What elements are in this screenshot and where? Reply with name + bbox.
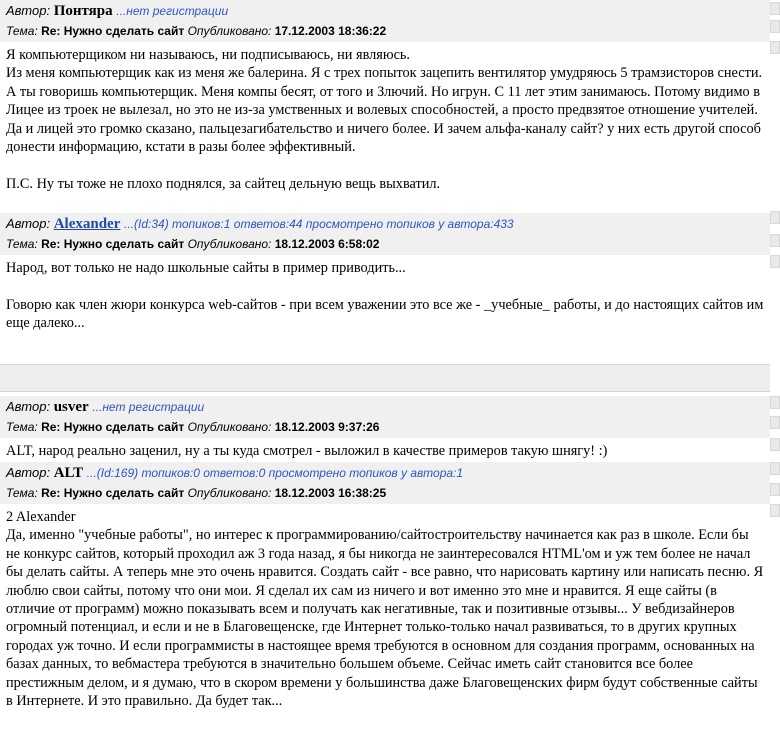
author-meta: ...(Id:34) топиков:1 ответов:44 просмотрено топиков у автора:433 (124, 217, 514, 231)
post-author-row (0, 213, 770, 234)
topic-link[interactable]: Re: Нужно сделать сайт (41, 486, 185, 500)
topic-label: Тема: (6, 24, 38, 38)
post-line: 2 Alexander (6, 509, 76, 525)
rail-marker (770, 483, 780, 496)
post-body (0, 504, 770, 716)
author-label: Автор: (6, 465, 51, 480)
published-label: Опубликовано: (187, 237, 272, 251)
rail-marker (770, 234, 780, 247)
topic-link[interactable]: Re: Нужно сделать сайт (41, 237, 185, 251)
post-date: 18.12.2003 9:37:26 (274, 420, 380, 434)
author-label: Автор: (6, 399, 51, 414)
post-line: Говорю как член жюри конкурса web-сайтов - при всем уважении это все же - _учебные_ работы, и до настоящих сайтов им еще далеко... (6, 296, 767, 332)
author-meta: ...нет регистрации (92, 400, 205, 414)
author-name-link[interactable]: Alexander (53, 216, 121, 232)
post-line: П.С. Ну ты тоже не плохо поднялся, за сайтец дельную вещь выхватил. (6, 175, 441, 192)
post-line: Из меня компьютерщик как из меня же балерина. Я с трех попыток зацепить вентилятор умудряюсь 5 трамзисторов снести. А ты говоришь компьютерщик. Меня компы бесят, от того и Злючий. Но игрун. С 11 лет этим занимаюсь. Потому видимо в Лицее из троек не вылезал, но это не из-за умственных и волевых способностей, а просто предвзятое отношение учителей. Да и лицей это громко сказано, пальцезагибательство и ничего более. И зачем альфа-каналу сайт? у них есть другой способ донести информацию, кстати в разы более эффективный. (6, 65, 766, 156)
post-date: 17.12.2003 18:36:22 (274, 24, 387, 38)
author-label: Автор: (6, 216, 51, 231)
post-topic-row (0, 234, 770, 255)
author-meta: ...нет регистрации (116, 4, 229, 18)
topic-label: Тема: (6, 420, 38, 434)
author-name: Понтяра (53, 3, 113, 19)
post-1 (0, 0, 770, 199)
topic-link[interactable]: Re: Нужно сделать сайт (41, 24, 185, 38)
rail-marker (770, 462, 780, 475)
post-author-row (0, 396, 770, 417)
rail-marker (770, 255, 780, 268)
post-topic-row (0, 21, 770, 42)
post-body (0, 255, 770, 339)
post-topic-row (0, 483, 770, 504)
topic-label: Тема: (6, 486, 38, 500)
right-rail (770, 0, 780, 744)
post-date: 18.12.2003 16:38:25 (274, 486, 387, 500)
topic-link[interactable]: Re: Нужно сделать сайт (41, 420, 185, 434)
topic-label: Тема: (6, 237, 38, 251)
post-line (6, 156, 764, 174)
author-name: ALT (53, 465, 84, 481)
page-separator (0, 364, 780, 392)
rail-marker (770, 41, 780, 54)
post-4 (0, 462, 770, 716)
published-label: Опубликовано: (187, 24, 272, 38)
rail-marker (770, 20, 780, 33)
rail-marker (770, 211, 780, 224)
rail-marker (770, 438, 780, 451)
author-meta: ...(Id:169) топиков:0 ответов:0 просмотрено топиков у автора:1 (86, 466, 464, 480)
rail-marker (770, 416, 780, 429)
post-line: ALT, народ реально заценил, ну а ты куда смотрел - выложил в качестве примеров такую шнягу! :) (6, 443, 608, 459)
post-author-row (0, 0, 770, 21)
published-label: Опубликовано: (187, 486, 272, 500)
author-label: Автор: (6, 3, 51, 18)
post-line: Я компьютерщиком ни называюсь, ни подписываюсь, ни являюсь. (6, 47, 411, 63)
post-date: 18.12.2003 6:58:02 (274, 237, 380, 251)
post-body (0, 42, 770, 199)
post-topic-row (0, 417, 770, 438)
published-label: Опубликовано: (187, 420, 272, 434)
post-2 (0, 213, 770, 339)
rail-marker (770, 396, 780, 409)
post-line (6, 277, 764, 295)
post-line: Народ, вот только не надо школьные сайты в пример приводить... (6, 260, 406, 276)
author-name: usver (53, 399, 89, 415)
post-3 (0, 396, 770, 466)
rail-marker (770, 504, 780, 517)
post-line: Да, именно "учебные работы", но интерес к программированию/сайтостроительству начинается как раз в школе. Если бы не конкурс сайтов, который проходил аж 3 года назад, я бы никогда не заинтересовался HTML'ом и уж тем более не начал бы делать сайты. А теперь мне это очень нравится. Создать сайт - все равно, что нарисовать картину или написать песню. Я люблю свои сайты, потому что они мои. Я сделал их сам из ничего и вот именно это мне и нравится. Я еще сайты (в отличие от программ) можно показывать всем и получать как негативные, так и позитивные отзывы... У вебдизайнеров огромный потенциал, и если и не в Благовещенске, где Интернет только-только начал развиваться, то в других крупных городах уж точно. И если программисты в настоящее время требуются в основном для создания программ, основанных на базах данных, то вебмастера требуются в значительно большем объеме. Сейчас иметь сайт становится все более престижным делом, и я думаю, что в скором времени у большинства даже Благовещенских фирм будут собственные сайты в Интернете. И это правильно. Да будет так... (6, 527, 767, 710)
rail-marker (770, 2, 780, 15)
post-author-row (0, 462, 770, 483)
